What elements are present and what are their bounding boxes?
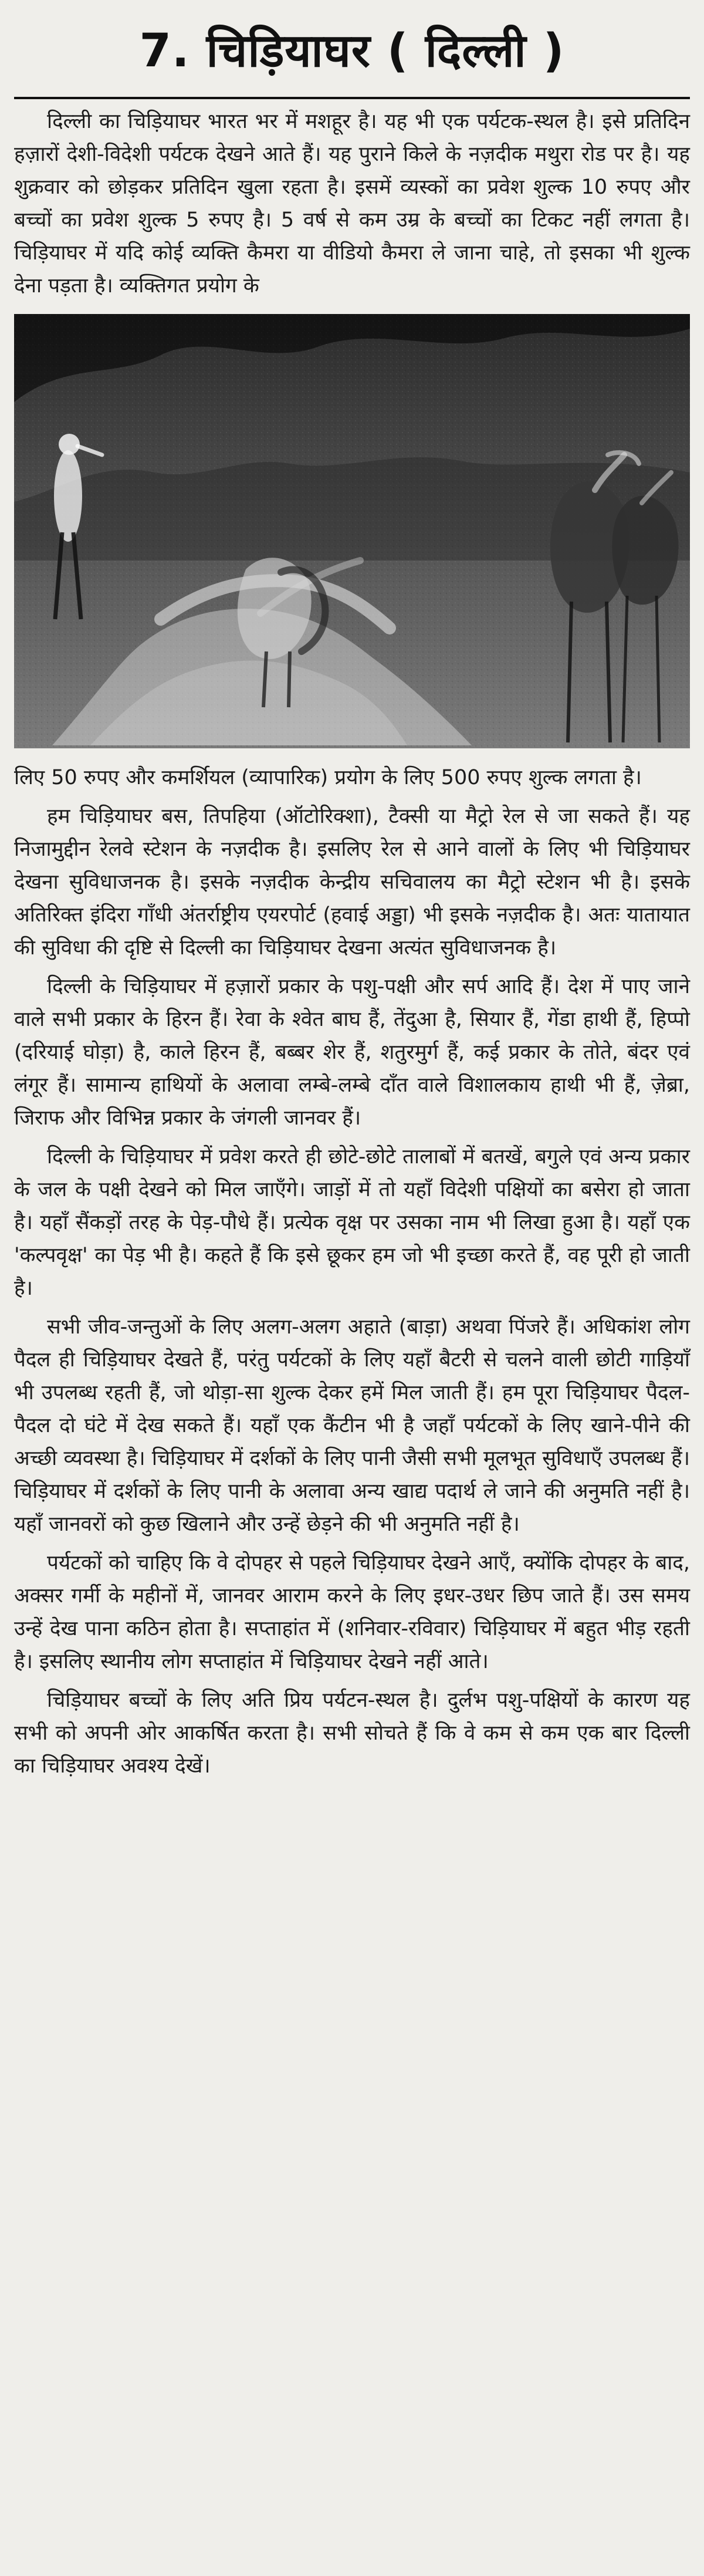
paragraph-spacer — [14, 1541, 690, 1547]
intro-paragraph: दिल्ली का चिड़ियाघर भारत भर में मशहूर है। यह भी एक पर्यटक-स्थल है। इसे प्रतिदिन हज़ारों देशी-विदेशी पर्यटक देखने आते हैं। यह पुराने किले के नज़दीक मथुरा रोड पर है। यह शुक्रवार को छोड़कर प्रतिदिन खुला रहता है। इसमें व्यस्कों का प्रवेश शुल्क 10 रुपए और बच्चों का प्रवेश शुल्क 5 रुपए है। 5 वर्ष से कम उम्र के बच्चों का टिकट नहीं लगता है। चिड़ियाघर में यदि कोई व्यक्ति कैमरा या वीडियो कैमरा ले जाना चाहे, तो इसका भी शुल्क देना पड़ता है। व्यक्तिगत प्रयोग के — [14, 110, 690, 298]
title-rule — [14, 97, 690, 99]
zoo-bird-image — [14, 314, 690, 748]
transport-paragraph: हम चिड़ियाघर बस, तिपहिया (ऑटोरिक्शा), टैक्सी या मैट्रो रेल से जा सकते हैं। यह निजामुद्दीन रेलवे स्टेशन के नज़दीक है। इसलिए रेल से आने वालों के लिए भी चिड़ियाघर देखना सुविधाजनक है। इसके नज़दीक केन्द्रीय सचिवालय का मैट्रो स्टेशन भी है। इसके अतिरिक्त इंदिरा गाँधी अंतर्राष्ट्रीय एयरपोर्ट (हवाई अड्डा) भी इसके नज़दीक है। अतः यातायात की सुविधा की दृष्टि से दिल्ली का चिड़ियाघर देखना अत्यंत सुविधाजनक है। — [14, 805, 690, 960]
conclusion-paragraph: चिड़ियाघर बच्चों के लिए अति प्रिय पर्यटन-स्थल है। दुर्लभ पशु-पक्षियों के कारण यह सभी को अपनी ओर आकर्षित करता है। सभी सोचते हैं कि वे कम से कम एक बार दिल्ली का चिड़ियाघर अवश्य देखें। — [14, 1689, 690, 1778]
animals-paragraph: दिल्ली के चिड़ियाघर में हज़ारों प्रकार के पशु-पक्षी और सर्प आदि हैं। देश में पाए जाने वाले सभी प्रकार के हिरन हैं। रेवा के श्वेत बाघ हैं, तेंदुआ है, सियार हैं, गेंडा हाथी हैं, हिप्पो (दरियाई घोड़ा) है, काले हिरन हैं, बब्बर शेर हैं, शतुरमुर्ग हैं, कई प्रकार के तोते, बंदर एवं लंगूर हैं। सामान्य हाथियों के अलावा लम्बे-लम्बे दाँत वाले विशालकाय हाथी भी हैं, ज़ेब्रा, जिराफ और विभिन्न प्रकार के जंगली जानवर हैं। — [14, 975, 690, 1130]
paragraph-spacer — [14, 794, 690, 800]
zoo-bird-photo — [14, 314, 690, 748]
fee-continuation-paragraph: लिए 50 रुपए और कमर्शियल (व्यापारिक) प्रयोग के लिए 500 रुपए शुल्क लगता है। — [14, 766, 642, 789]
facilities-paragraph: सभी जीव-जन्तुओं के लिए अलग-अलग अहाते (बाड़ा) अथवा पिंजरे हैं। अधिकांश लोग पैदल ही चिड़ियाघर देखते हैं, परंतु पर्यटकों के लिए यहाँ बैटरी से चलने वाली छोटी गाड़ियाँ भी उपलब्ध रहती हैं, जो थोड़ा-सा शुल्क देकर हमें मिल जाती हैं। हम पूरा चिड़ियाघर पैदल-पैदल दो घंटे में देख सकते हैं। यहाँ एक कैंटीन भी है जहाँ पर्यटकों के लिए खाने-पीने की अच्छी व्यवस्था है। चिड़ियाघर में दर्शकों के लिए पानी जैसी सभी मूलभूत सुविधाएँ उपलब्ध हैं। चिड़ियाघर में दर्शकों के लिए पानी के अलावा अन्य खाद्य पदार्थ ले जाने की अनुमति नहीं है। यहाँ जानवरों को कुछ खिलाने और उन्हें छेड़ने की भी अनुमति नहीं है। — [14, 1315, 690, 1536]
paragraph-spacer — [14, 1305, 690, 1311]
ponds-paragraph: दिल्ली के चिड़ियाघर में प्रवेश करते ही छोटे-छोटे तालाबों में बतखें, बगुले एवं अन्य प्रकार के जल के पक्षी देखने को मिल जाएँगे। जाड़ों में तो यहाँ विदेशी पक्षियों का बसेरा हो जाता है। यहाँ सैंकड़ों तरह के पेड़-पौधे हैं। प्रत्येक वृक्ष पर उसका नाम भी लिखा हुआ है। यहाँ एक 'कल्पवृक्ष' का पेड़ भी है। कहते हैं कि इसे छूकर हम जो भी इच्छा करते हैं, वह पूरी हो जाती है। — [14, 1145, 690, 1300]
title-area — [14, 0, 690, 97]
page-title: 7. चिड़ियाघर ( दिल्ली ) — [139, 24, 565, 77]
paragraph-spacer — [14, 1135, 690, 1140]
paragraph-spacer — [14, 1678, 690, 1684]
paragraph-spacer — [14, 964, 690, 970]
visit-time-paragraph: पर्यटकों को चाहिए कि वे दोपहर से पहले चिड़ियाघर देखने आएँ, क्योंकि दोपहर के बाद, अक्सर गर्मी के महीनों में, जानवर आराम करने के लिए इधर-उधर छिप जाते हैं। उस समय उन्हें देख पाना कठिन होता है। सप्ताहांत में (शनिवार-रविवार) चिड़ियाघर में बहुत भीड़ रहती है। इसलिए स्थानीय लोग सप्ताहांत में चिड़ियाघर देखने नहीं आते। — [14, 1551, 690, 1673]
